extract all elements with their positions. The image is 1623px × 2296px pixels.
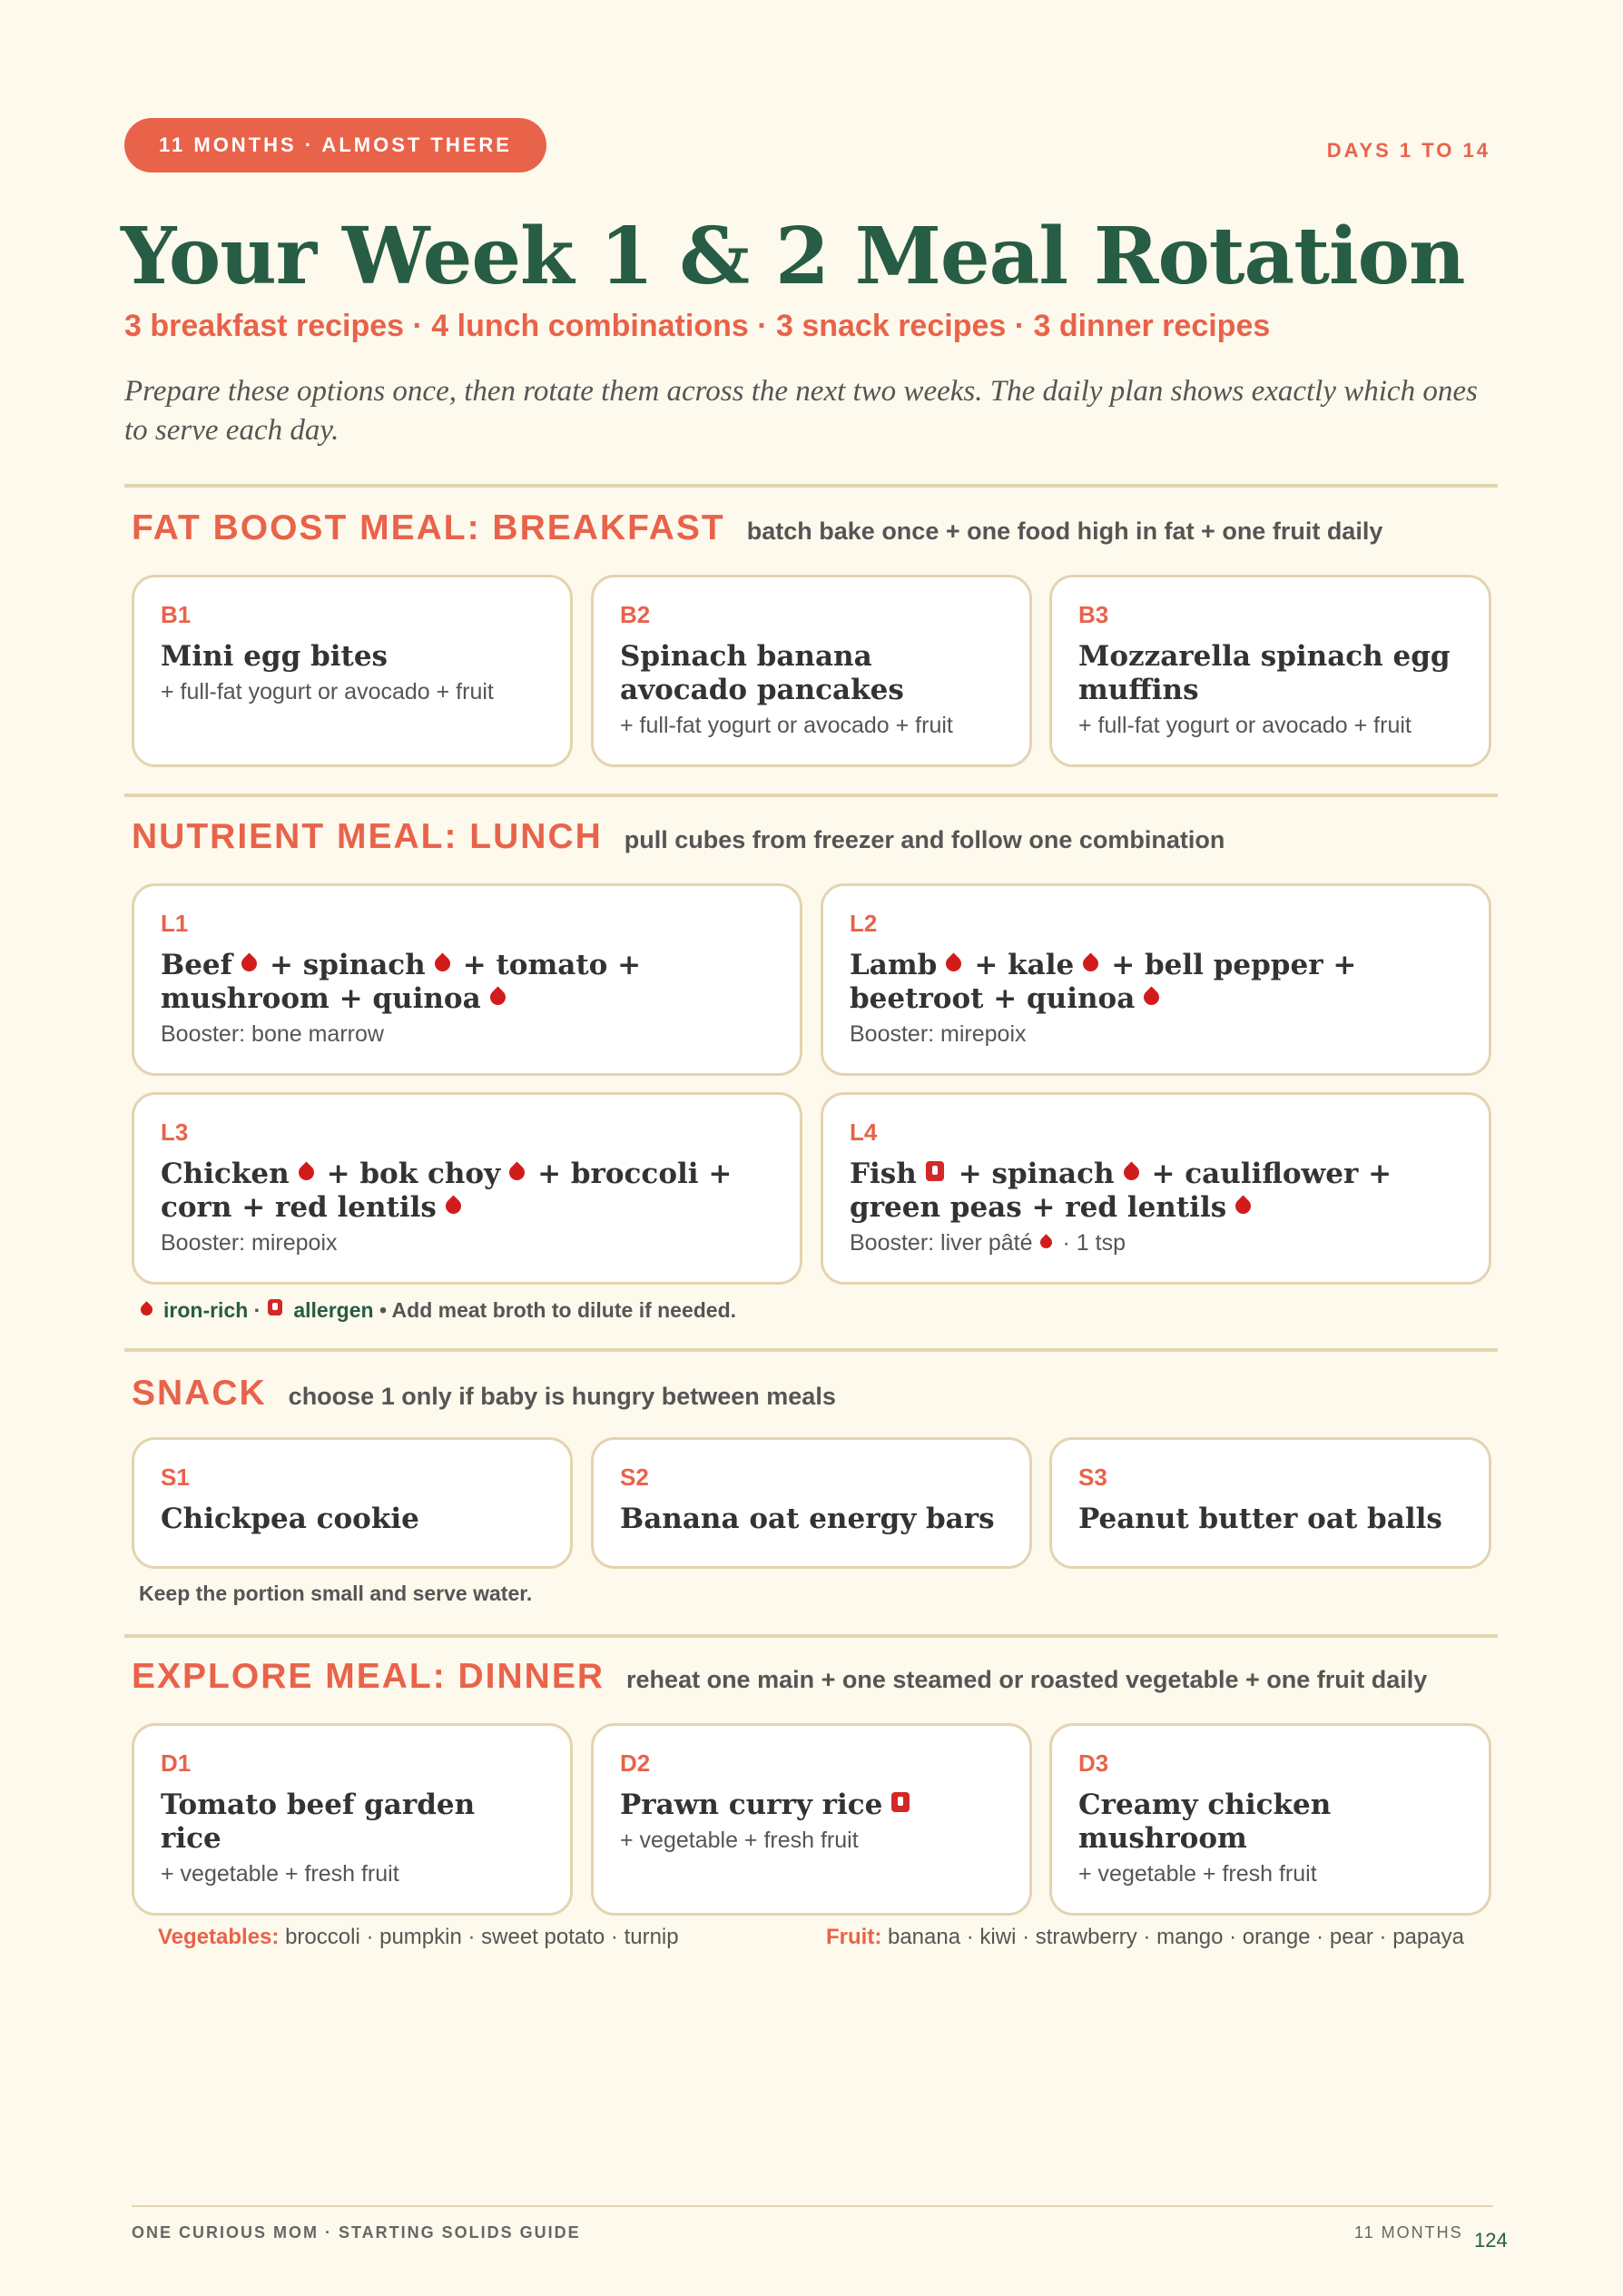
recipe-code: B1 [161,601,192,628]
page-subtitle: 3 breakfast recipes · 4 lunch combinations · 3 snack recipes · 3 dinner recipes [124,309,1271,343]
blood-drop-icon [431,952,453,974]
recipe-name: Mini egg bites [161,640,389,673]
snack-card-s1 [132,1437,573,1569]
snack-section-header [132,1374,836,1414]
lunch-card-l4 [821,1092,1491,1285]
ingredient: + cauliflower + green peas + red lentils [850,1158,1392,1224]
section-divider [124,793,1498,797]
blood-drop-icon [1233,1195,1254,1217]
lunch-card-l1 [132,883,802,1076]
recipe-code: B2 [620,601,651,628]
dinner-card-d1 [132,1723,573,1916]
siren-icon [926,1161,944,1181]
booster-text: Booster: mirepoix [850,1021,1027,1047]
recipe-addon: + vegetable + fresh fruit [1078,1861,1317,1887]
icon-legend [141,1298,736,1323]
blood-drop-icon [943,952,965,974]
recipe-code: L1 [161,910,189,937]
recipe-addon: + vegetable + fresh fruit [620,1828,859,1853]
legend-note: • Add meat broth to dilute if needed. [379,1298,737,1322]
recipe-name: Tomato beef garden rice [161,1789,476,1855]
blood-drop-icon [507,1161,528,1183]
blood-drop-icon [487,986,508,1008]
recipe-name [850,1158,1462,1225]
legend-allergen-label: allergen [293,1298,374,1322]
recipe-code: D2 [620,1749,651,1777]
lunch-card-l2 [821,883,1491,1076]
blood-drop-icon [442,1195,464,1217]
recipe-name-text: Prawn curry rice [620,1789,883,1821]
section-heading: EXPLORE MEAL: DINNER [132,1657,605,1696]
section-description: reheat one main + one steamed or roasted vegetable + one fruit daily [626,1666,1428,1693]
section-description: choose 1 only if baby is hungry between meals [288,1383,836,1410]
booster-text: Booster: mirepoix [161,1230,338,1256]
dinner-section-header [132,1657,1427,1697]
footer-divider [132,2205,1493,2207]
ingredient: Fish [850,1158,917,1190]
ingredient: + bell pepper + beetroot + quinoa [850,949,1357,1015]
siren-icon [268,1299,282,1316]
booster-text: Booster: bone marrow [161,1021,384,1047]
recipe-name [850,949,1462,1016]
section-heading: NUTRIENT MEAL: LUNCH [132,817,603,856]
blood-drop-icon [1141,986,1163,1008]
recipe-code: S3 [1078,1463,1107,1491]
blood-drop-icon [295,1161,317,1183]
ingredient: + bok choy [326,1158,501,1190]
recipe-card-b3 [1049,575,1491,767]
vegetables-items: broccoli · pumpkin · sweet potato · turnip [285,1925,679,1949]
footer-section: 11 MONTHS [1354,2223,1463,2242]
recipe-name: Spinach banana avocado pancakes [620,640,904,706]
booster-amount: · 1 tsp [1062,1230,1126,1256]
ingredient: + broccoli + corn + red lentils [161,1158,733,1224]
dinner-card-d3 [1049,1723,1491,1916]
section-description: batch bake once + one food high in fat + one fruit daily [746,517,1383,545]
breakfast-section-header [132,508,1382,548]
days-range: DAYS 1 TO 14 [1326,139,1490,162]
lunch-section-header [132,817,1225,857]
recipe-card-b2 [591,575,1032,767]
booster-text [850,1230,1462,1256]
footer-brand: ONE CURIOUS MOM · STARTING SOLIDS GUIDE [132,2223,581,2242]
blood-drop-icon [138,1301,154,1317]
dinner-card-d2 [591,1723,1032,1916]
fruit-label: Fruit: [826,1925,882,1949]
section-divider [124,1634,1498,1638]
vegetables-list [158,1925,679,1950]
recipe-code: L3 [161,1118,189,1146]
ingredient: Lamb [850,949,938,981]
ingredient: + kale [974,949,1075,981]
ingredient: Beef [161,949,232,981]
lunch-card-l3 [132,1092,802,1285]
vegetables-label: Vegetables: [158,1925,280,1949]
snack-note: Keep the portion small and serve water. [139,1582,533,1605]
recipe-name: Chickpea cookie [161,1503,419,1535]
blood-drop-icon [1080,952,1102,974]
section-heading: SNACK [132,1374,267,1413]
recipe-name [161,1158,773,1225]
recipe-code: B3 [1078,601,1109,628]
legend-iron-label: iron-rich [163,1298,249,1322]
recipe-card-b1 [132,575,573,767]
fruit-list [826,1925,1464,1950]
recipe-code: S1 [161,1463,190,1491]
recipe-code: S2 [620,1463,649,1491]
recipe-code: L2 [850,910,878,937]
section-heading: FAT BOOST MEAL: BREAKFAST [132,508,725,547]
recipe-name: Mozzarella spinach egg muffins [1078,640,1451,706]
blood-drop-icon [1038,1234,1054,1250]
recipe-name [161,949,773,1016]
recipe-name [620,1789,1003,1822]
recipe-name: Creamy chicken mushroom [1078,1789,1332,1855]
section-divider [124,484,1498,488]
page-title: Your Week 1 & 2 Meal Rotation [121,211,1465,302]
recipe-name: Banana oat energy bars [620,1503,995,1535]
snack-card-s2 [591,1437,1032,1569]
recipe-addon: + full-fat yogurt or avocado + fruit [1078,713,1412,738]
recipe-code: D3 [1078,1749,1109,1777]
siren-icon [891,1792,910,1812]
recipe-addon: + full-fat yogurt or avocado + fruit [620,713,953,738]
section-description: pull cubes from freezer and follow one combination [624,826,1225,853]
legend-separator: · [253,1298,261,1322]
intro-text: Prepare these options once, then rotate them across the next two weeks. The daily plan shows exactly which ones to serve each day. [124,375,1478,447]
ingredient: Chicken [161,1158,290,1190]
recipe-code: L4 [850,1118,878,1146]
snack-card-s3 [1049,1437,1491,1569]
ingredient: + tomato + mushroom + quinoa [161,949,642,1015]
ingredient: + spinach [269,949,426,981]
page-number: 124 [1474,2229,1508,2252]
recipe-code: D1 [161,1749,192,1777]
blood-drop-icon [238,952,260,974]
recipe-addon: + full-fat yogurt or avocado + fruit [161,679,494,705]
section-divider [124,1348,1498,1352]
recipe-name: Peanut butter oat balls [1078,1503,1442,1535]
age-badge: 11 MONTHS · ALMOST THERE [124,118,546,172]
ingredient: + spinach [958,1158,1115,1190]
fruit-items: banana · kiwi · strawberry · mango · orange · pear · papaya [887,1925,1464,1949]
recipe-addon: + vegetable + fresh fruit [161,1861,399,1887]
blood-drop-icon [1120,1161,1142,1183]
booster-name: Booster: liver pâté [850,1230,1033,1256]
